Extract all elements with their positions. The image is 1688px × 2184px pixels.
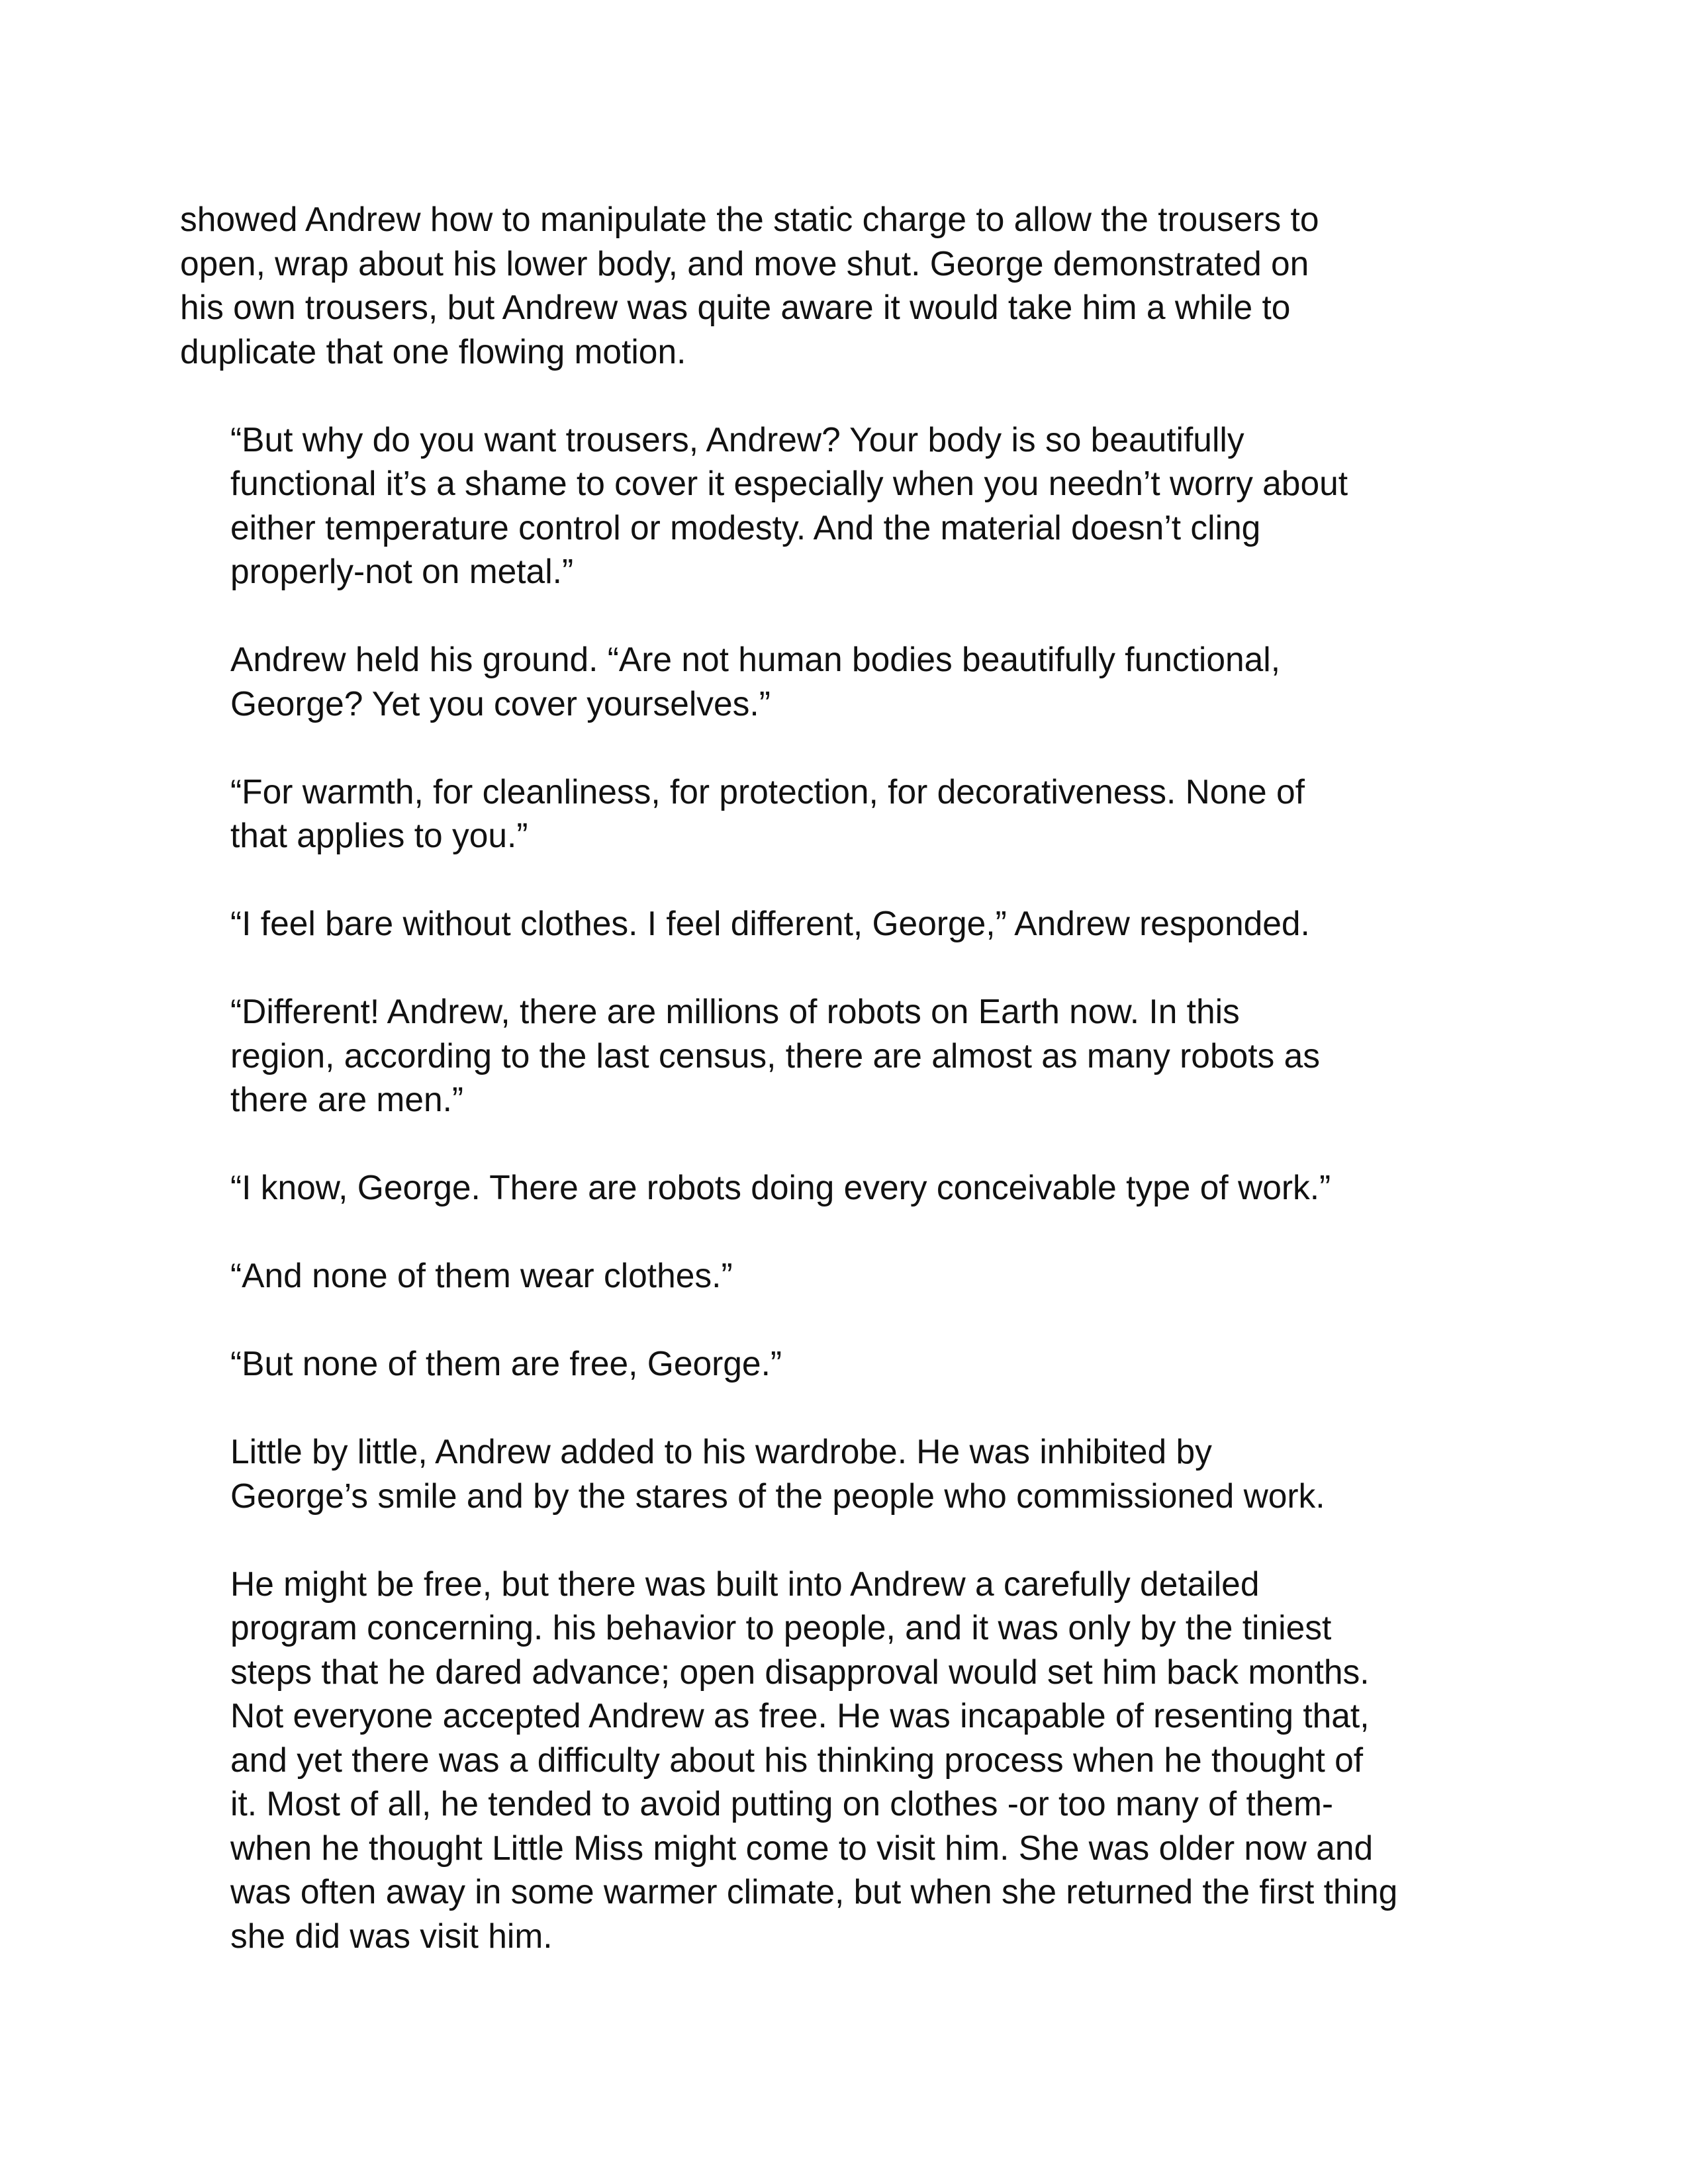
text-line: He might be free, but there was built into Andrew a carefully detailed xyxy=(230,1564,1260,1603)
text-line: “For warmth, for cleanliness, for protection, for decorativeness. None of xyxy=(230,772,1305,811)
text-line: region, according to the last census, there are almost as many robots as xyxy=(230,1036,1320,1075)
text-line: either temperature control or modesty. And the material doesn’t cling xyxy=(230,508,1261,547)
paragraph-10 xyxy=(180,1430,1524,1518)
paragraph-7 xyxy=(180,1165,1524,1210)
text-line: Andrew held his ground. “Are not human bodies beautifully functional, xyxy=(230,640,1281,678)
paragraph-8 xyxy=(180,1253,1524,1298)
text-line: George? Yet you cover yourselves.” xyxy=(230,684,771,723)
text-line: “I feel bare without clothes. I feel different, George,” Andrew responded. xyxy=(230,904,1310,942)
text-line: duplicate that one flowing motion. xyxy=(180,332,686,371)
text-line: and yet there was a difficulty about his thinking process when he thought of xyxy=(230,1740,1364,1779)
text-line: steps that he dared advance; open disapproval would set him back months. xyxy=(230,1652,1370,1691)
text-line: “I know, George. There are robots doing every conceivable type of work.” xyxy=(230,1168,1331,1206)
text-line: Little by little, Andrew added to his wardrobe. He was inhibited by xyxy=(230,1432,1212,1471)
text-line: that applies to you.” xyxy=(230,816,528,854)
paragraph-4 xyxy=(180,770,1524,858)
text-line: she did was visit him. xyxy=(230,1916,553,1955)
text-line: Not everyone accepted Andrew as free. He was incapable of resenting that, xyxy=(230,1696,1370,1735)
text-line: his own trousers, but Andrew was quite aware it would take him a while to xyxy=(180,288,1291,326)
text-line: “But why do you want trousers, Andrew? Your body is so beautifully xyxy=(230,420,1244,459)
text-line: functional it’s a shame to cover it especially when you needn’t worry about xyxy=(230,464,1348,502)
paragraph-9 xyxy=(180,1342,1524,1386)
paragraph-3 xyxy=(180,637,1524,725)
paragraph-2 xyxy=(180,418,1524,594)
text-line: “But none of them are free, George.” xyxy=(230,1344,782,1383)
paragraph-6 xyxy=(180,989,1524,1122)
text-line: properly-not on metal.” xyxy=(230,552,574,590)
text-line: program concerning. his behavior to people, and it was only by the tiniest xyxy=(230,1608,1332,1647)
text-line: when he thought Little Miss might come to visit him. She was older now and xyxy=(230,1828,1374,1867)
text-line: open, wrap about his lower body, and move shut. George demonstrated on xyxy=(180,244,1309,283)
text-line: was often away in some warmer climate, but when she returned the first thing xyxy=(230,1872,1398,1911)
paragraph-1 xyxy=(180,197,1524,373)
document-page xyxy=(180,197,1524,2002)
text-line: it. Most of all, he tended to avoid putting on clothes -or too many of them- xyxy=(230,1784,1334,1823)
paragraph-5 xyxy=(180,901,1524,946)
paragraph-11 xyxy=(180,1562,1524,1958)
text-line: showed Andrew how to manipulate the static charge to allow the trousers to xyxy=(180,200,1319,238)
text-line: “Different! Andrew, there are millions of robots on Earth now. In this xyxy=(230,992,1240,1030)
text-line: there are men.” xyxy=(230,1080,464,1118)
text-line: “And none of them wear clothes.” xyxy=(230,1256,733,1295)
text-line: George’s smile and by the stares of the people who commissioned work. xyxy=(230,1476,1325,1515)
